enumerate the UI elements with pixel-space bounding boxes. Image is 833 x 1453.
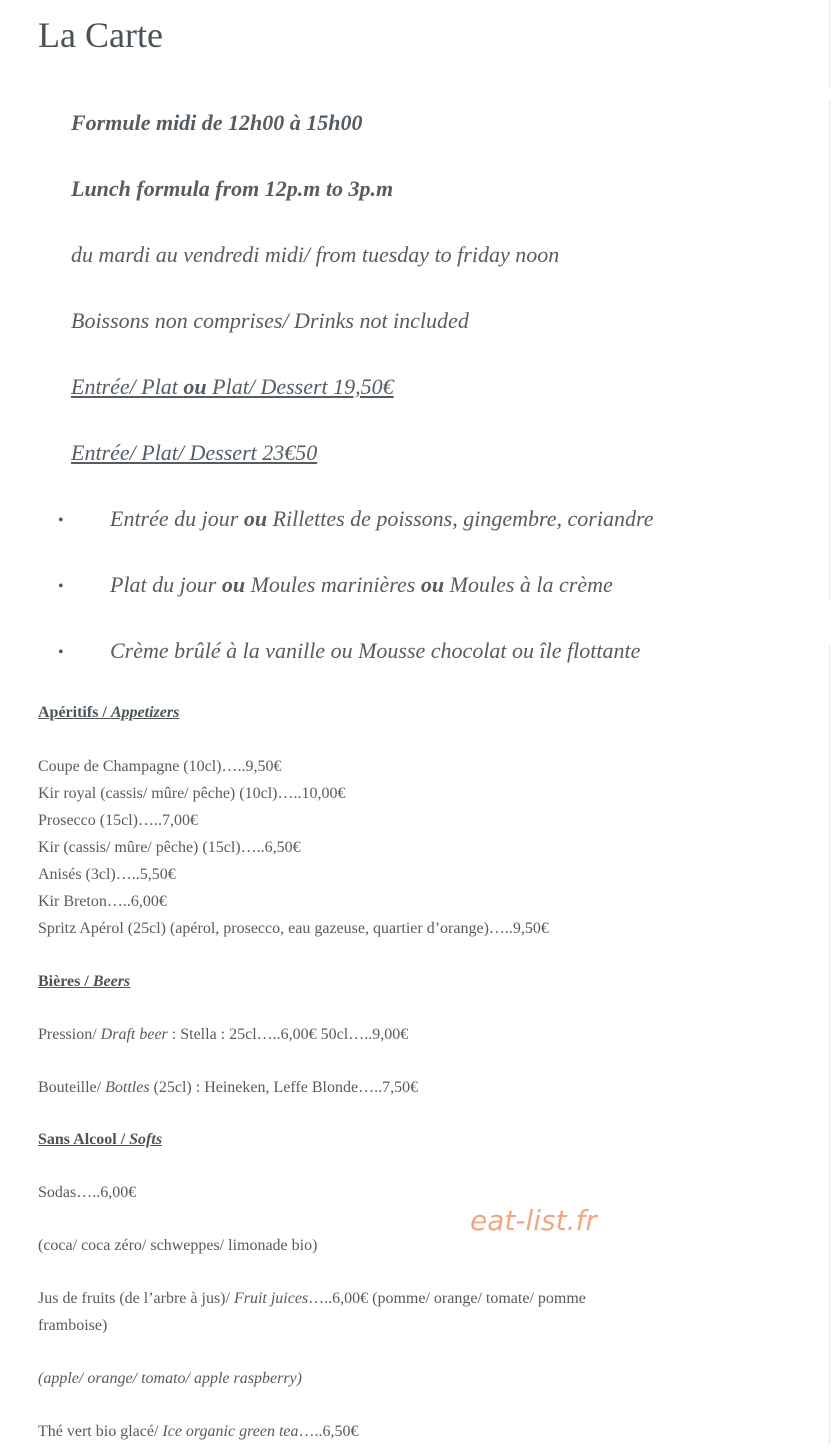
section-title-fr: Sans Alcool / [38, 1131, 130, 1148]
list-item-text: Rillettes de poissons, gingembre, coriandre [267, 506, 654, 531]
lunch-price-three-courses: Entrée/ Plat/ Dessert 23€50 [71, 440, 318, 465]
list-item [110, 506, 653, 532]
list-item-ou: ou [243, 506, 268, 531]
list-item-ou: ou [221, 572, 246, 597]
list-item-text: Crème brûlé à la vanille ou Mousse chocolat ou île flottante [110, 638, 641, 663]
menu-line-text: …..6,50€ [298, 1423, 359, 1440]
menu-line: Spritz Apérol (25cl) (apérol, prosecco, eau gazeuse, quartier d’orange)…..9,50€ [38, 920, 549, 937]
watermark: eat-list.fr [470, 1204, 597, 1237]
bullet: • [58, 578, 64, 595]
menu-line-text-en: Bottles [105, 1079, 150, 1096]
menu-line-juices-cont: framboise) [38, 1317, 108, 1334]
menu-line-text: …..6,00€ (pomme/ orange/ tomate/ pomme [308, 1290, 586, 1307]
menu-line-text: Thé vert bio glacé/ [38, 1423, 163, 1440]
menu-line-text: Jus de fruits (de l’arbre à jus)/ [38, 1290, 234, 1307]
divider [829, 100, 830, 600]
section-title-beers [38, 973, 130, 991]
lunch-price-two-courses [71, 374, 394, 400]
menu-line-juices [38, 1290, 586, 1308]
menu-line-text-en: Fruit juices [233, 1290, 309, 1307]
section-title-fr: Bières / [38, 973, 93, 990]
menu-line-text-en: (apple/ orange/ tomato/ apple raspberry) [38, 1370, 302, 1387]
divider [829, 0, 830, 90]
menu-line-text: : Stella : 25cl…..6,00€ 50cl…..9,00€ [167, 1026, 409, 1043]
list-item-text: Entrée du jour [110, 506, 244, 531]
menu-line-draft-beer [38, 1026, 408, 1044]
menu-line: Coupe de Champagne (10cl)…..9,50€ [38, 758, 282, 775]
list-item-ou: ou [420, 572, 445, 597]
menu-line-juices-en [38, 1370, 302, 1388]
list-item-text: Plat du jour [110, 572, 222, 597]
lunch-days: du mardi au vendredi midi/ from tuesday to friday noon [71, 242, 560, 267]
menu-line: Kir royal (cassis/ mûre/ pêche) (10cl)…..10,00€ [38, 785, 346, 802]
menu-line-sodas-list: (coca/ coca zéro/ schweppes/ limonade bio) [38, 1237, 318, 1254]
section-title-fr: Apéritifs / [38, 704, 111, 721]
menu-line-text: (25cl) : Heineken, Leffe Blonde…..7,50€ [149, 1079, 419, 1096]
menu-line: Kir (cassis/ mûre/ pêche) (15cl)…..6,50€ [38, 839, 301, 856]
lunch-price-text: Plat/ Dessert 19,50€ [206, 374, 394, 399]
menu-line-text: Bouteille/ [38, 1079, 106, 1096]
menu-line-text-en: Ice organic green tea [162, 1423, 299, 1440]
menu-line-iced-tea [38, 1423, 358, 1441]
divider [829, 645, 830, 1445]
menu-line: Prosecco (15cl)…..7,00€ [38, 812, 198, 829]
menu-line: Kir Breton…..6,00€ [38, 893, 167, 910]
lunch-formula-fr: Formule midi de 12h00 à 15h00 [71, 110, 363, 135]
bullet: • [58, 512, 64, 529]
list-item [110, 638, 640, 664]
lunch-formula-en: Lunch formula from 12p.m to 3p.m [71, 176, 394, 201]
menu-line: Anisés (3cl)…..5,50€ [38, 866, 176, 883]
bullet: • [58, 644, 64, 661]
menu-line-text-en: Draft beer [100, 1026, 168, 1043]
section-title-aperitifs [38, 704, 179, 722]
page-title: La Carte [38, 15, 163, 55]
section-title-en: Beers [92, 973, 131, 990]
lunch-price-ou: ou [183, 374, 207, 399]
section-title-en: Softs [129, 1131, 163, 1148]
list-item-text: Moules à la crème [444, 572, 613, 597]
list-item [110, 572, 613, 598]
section-title-en: Appetizers [110, 704, 180, 721]
list-item-text: Moules marinières [245, 572, 421, 597]
section-title-softs [38, 1131, 162, 1149]
lunch-drinks-note: Boissons non comprises/ Drinks not included [71, 308, 469, 333]
menu-line-bottles [38, 1079, 418, 1097]
menu-line-text: Pression/ [38, 1026, 101, 1043]
menu-line-sodas: Sodas…..6,00€ [38, 1184, 137, 1201]
lunch-price-text: Entrée/ Plat [71, 374, 184, 399]
